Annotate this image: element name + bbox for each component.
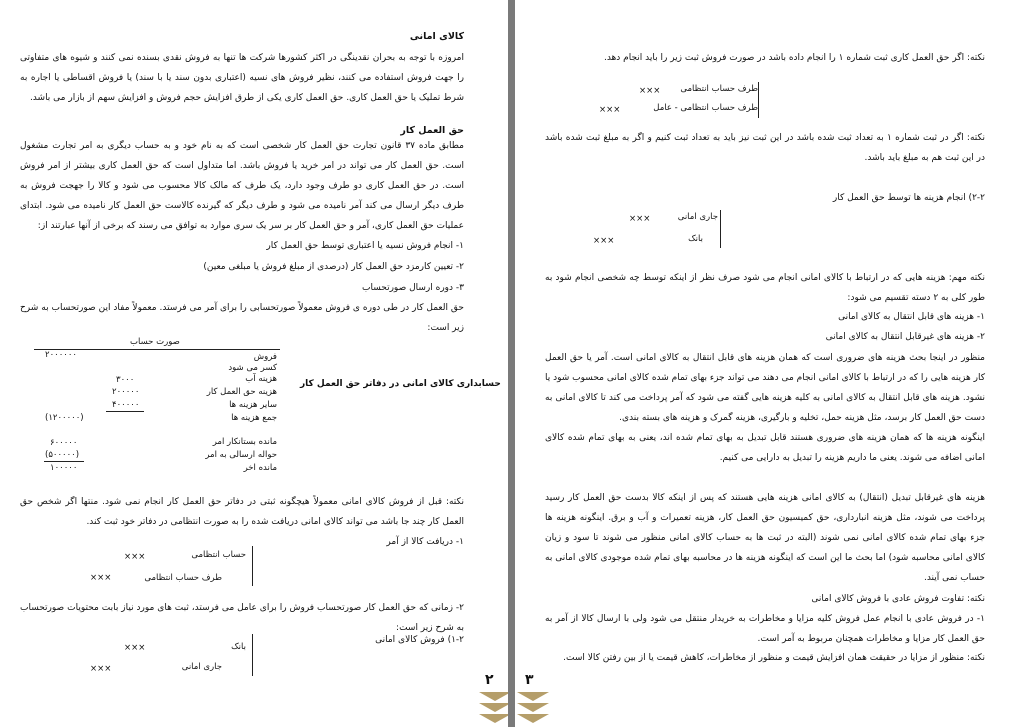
left-definition-paragraph: مطابق ماده ۳۷ قانون تجارت حق العمل کار شخصی است که به نام خود و به حساب دیگری به امر تجارت مشغول است. حق العمل کار می تواند در امر خرید یا فروش باشد. اما متداول است که حق العمل کاری بیشتر از امر فروش است. در حق العمل کاری دو طرف وجود دارد، یک طرف که مالک کالا محسوب می شود و کالا را جهجت فروش به طرف دیگر ارسال می کند آمر نامیده می شود و طرف دیگر که گیرنده کالاست حق العمل کار نامیده می شود. ابتدای عملیات حق العمل کاری، آمر و حق العمل کار بر سر یک سری موارد به توافق می رسند که برخی از آنها عبارتند از: (20, 141, 465, 231)
statement-label: حواله ارسالی به امر (205, 450, 277, 460)
statement-outer-amount: (۵۰۰۰۰۰) (45, 450, 80, 460)
right-note-2: نکته: اگر در ثبت شماره ۱ به تعداد ثبت شده باشد در این ثبت نیز باید به تعداد ثبت کنیم و اگر به مبلغ ثبت شده باشد در این ثبت هم به مبلغ باید باشد. (545, 133, 985, 163)
statement-label: جمع هزینه ها (231, 413, 277, 423)
statement-label: فروش (253, 352, 277, 362)
chevron-ornament-icon (517, 692, 549, 701)
journal-debit-account: بانک (231, 642, 246, 652)
journal-debit-amount: ××× (124, 552, 146, 562)
page-gutter (508, 0, 515, 727)
statement-outer-amount: ۲۰۰۰۰۰۰ (45, 350, 77, 360)
journal-credit-amount: ××× (90, 573, 112, 583)
journal-debit-account: جاری امانی (677, 212, 718, 222)
journal-credit-account: طرف حساب انتظامی - عامل (653, 103, 758, 113)
left-step-1: ۱- دریافت کالا از آمر (386, 537, 464, 547)
journal-credit-account: جاری امانی (181, 662, 222, 672)
journal-debit-amount: ××× (639, 86, 661, 96)
right-note-5: نکته: منظور از مزایا در حقیقت همان افزایش قیمت و منظور از مخاطرات، کاهش قیمت یا از بین رفتن کالا است. (563, 653, 985, 663)
left-item-2: ۲- تعیین کارمزد حق العمل کار (درصدی از مبلغ فروش یا مبلغی معین) (203, 262, 464, 272)
left-page (0, 0, 508, 727)
chevron-ornament-icon (479, 703, 508, 712)
journal-credit-account: بانک (688, 234, 703, 244)
left-item-3: ۳- دوره ارسال صورتحساب (362, 283, 464, 293)
page-number: ۲ (485, 672, 494, 688)
chevron-ornament-icon (517, 714, 549, 723)
journal-divider (720, 210, 721, 248)
right-note-1: نکته: اگر حق العمل کاری ثبت شماره ۱ را انجام داده باشد در صورت فروش ثبت زیر را باید انجام دهد. (603, 53, 985, 63)
left-step-2-1: ۱-۲) فروش کالای امانی (375, 635, 464, 645)
left-intro-paragraph: امروزه با توجه به بحران نقدینگی در اکثر کشورها شرکت ها تنها به فروش نقدی بسنده نمی کنند و شیوه های متفاوتی را جهت فروش استفاده می کنند، نظیر فروش های نسیه (اعتباری بدون سند یا با سند) یا فروش اقساطی یا اجاره به شرط تملیک یا حق العمل کاری. حق العمل کاری یکی از طرق افزایش حجم فروش و افزایش سهم از بازار می باشد. (20, 53, 464, 103)
right-note-4: نکته: تفاوت فروش عادی با فروش کالای امانی (811, 594, 985, 604)
right-nontransfer-paragraph: هزینه های غیرقابل تبدیل (انتقال) به کالای امانی هزینه هایی هستند که پس از اینکه کالا بدست حق العمل کار رسید پرداخت می شوند، مثل هزینه انبارداری، حق کمیسیون حق العمل کار، هزینه تعمیرات و آب و برق. اینگونه هزینه ها جزء بهای تمام شده کالای امانی نمی شوند (البته در ثبت ها به حساب کالای امانی منظور می شوند تا سود و زیان کالای امانی محاسبه شود) اما بحث ما این است که اینگونه هزینه ها در محاسبه بهای تمام شده موجودی کالای امانی به حساب نمی آیند. (545, 493, 985, 583)
statement-title: صورت حساب (130, 337, 180, 347)
journal-divider (758, 82, 759, 118)
page-number: ۳ (525, 672, 534, 688)
journal-credit-account: طرف حساب انتظامی (144, 573, 222, 583)
left-title: کالای امانی (409, 31, 464, 42)
statement-sum-rule (44, 461, 84, 462)
right-difference-paragraph: ۱- در فروش عادی با انجام عمل فروش کلیه مزایا و مخاطرات به خریدار منتقل می شود ولی با ارسال کالا از آمر به حق العمل کار مزایا و مخاطرات همچنان مربوط به آمر است. (545, 614, 985, 644)
statement-label: هزینه آب (245, 374, 277, 384)
statement-label: هزینه حق العمل کار (206, 387, 277, 397)
statement-inner-amount: ۳۰۰۰ (116, 375, 135, 385)
statement-sub-rule (106, 411, 144, 412)
chevron-ornament-icon (517, 703, 549, 712)
left-note-1: نکته: قبل از فروش کالای امانی معمولاً هیچگونه ثبتی در دفاتر حق العمل کار انجام نمی شود. منتها اگر شخص حق العمل کار چند جا باشد می تواند کالای امانی دریافت شده را به صورت انتظامی در دفاتر خود ثبت کند. (20, 497, 464, 527)
statement-inner-amount: ۴۰۰۰۰۰ (112, 400, 140, 410)
statement-outer-amount: ۱۰۰۰۰۰ (50, 463, 78, 473)
side-heading: حسابداری کالای امانی در دفاتر حق العمل کار (300, 379, 501, 389)
right-category-2: ۲- هزینه های غیرقابل انتقال به کالای امانی (825, 332, 985, 342)
left-subheading: حق العمل کار (400, 125, 464, 136)
right-heading-2-2: ۲-۲) انجام هزینه ها توسط حق العمل کار (832, 193, 985, 203)
left-statement-intro: حق العمل کار در طی دوره ی فروش معمولاً صورتحسابی را برای آمر می فرستد. معمولاً مفاد این صورتحساب به شرح زیر است: (20, 303, 464, 333)
journal-debit-amount: ××× (124, 643, 146, 653)
journal-divider (252, 546, 253, 586)
right-important-note: نکته مهم: هزینه هایی که در ارتباط با کالای امانی انجام می شود صرف نظر از اینکه توسط چه شخصی انجام شود به طور کلی به ۲ دسته تقسیم می شود: (545, 273, 985, 303)
left-step-2: ۲- زمانی که حق العمل کار صورتحساب فروش را برای عامل می فرستد، ثبت های مورد نیاز بابت محتویات صورتحساب به شرح زیر است: (20, 603, 464, 633)
chevron-ornament-icon (479, 692, 508, 701)
journal-debit-amount: ××× (629, 214, 651, 224)
chevron-ornament-icon (479, 714, 508, 723)
journal-divider (252, 634, 253, 676)
journal-credit-amount: ××× (90, 664, 112, 674)
statement-label: مانده بستانکار امر (212, 437, 277, 447)
journal-credit-amount: ××× (593, 236, 615, 246)
statement-label: مانده اخر (243, 463, 277, 473)
statement-outer-amount: ۶۰۰۰۰۰ (50, 438, 78, 448)
right-page (515, 0, 1025, 727)
statement-outer-amount: (۱۲۰۰۰۰۰) (45, 413, 84, 423)
journal-debit-account: حساب انتظامی (191, 550, 246, 560)
right-explain-paragraph-2: اینگونه هزینه ها که همان هزینه های ضروری هستند قابل تبدیل به بهای تمام شده اند، یعنی به بهای تمام شده کالای امانی اضافه می شوند. یعنی ما داریم هزینه را تبدیل به دارایی می کنیم. (545, 433, 985, 463)
journal-debit-account: طرف حساب انتظامی (680, 84, 758, 94)
right-explain-paragraph: منظور در اینجا بحث هزینه های ضروری است که همان هزینه های قابل انتقال به کالای امانی است. آمر یا حق العمل کار هزینه هایی را که در ارتباط با کالای امانی انجام می دهند می تواند جزء بهای تمام شده کالای امانی محسوب شود یا نشود. هزینه های قابل انتقال به کالای امانی به کلیه هزینه هایی گفته می شود که آمر پرداخت می کند تا کالای امانی به دست حق العمل کار برسد، مثل هزینه حمل، تخلیه و بارگیری، هزینه گمرک و هزینه های بسته بندی. (545, 353, 985, 423)
statement-label: سایر هزینه ها (229, 400, 277, 410)
right-category-1: ۱- هزینه های قابل انتقال به کالای امانی (838, 312, 985, 322)
journal-credit-amount: ××× (599, 105, 621, 115)
statement-inner-amount: ۲۰۰۰۰۰ (112, 387, 140, 397)
left-item-1: ۱- انجام فروش نسیه یا اعتباری توسط حق العمل کار (266, 241, 464, 251)
statement-label: کسر می شود (228, 363, 277, 373)
